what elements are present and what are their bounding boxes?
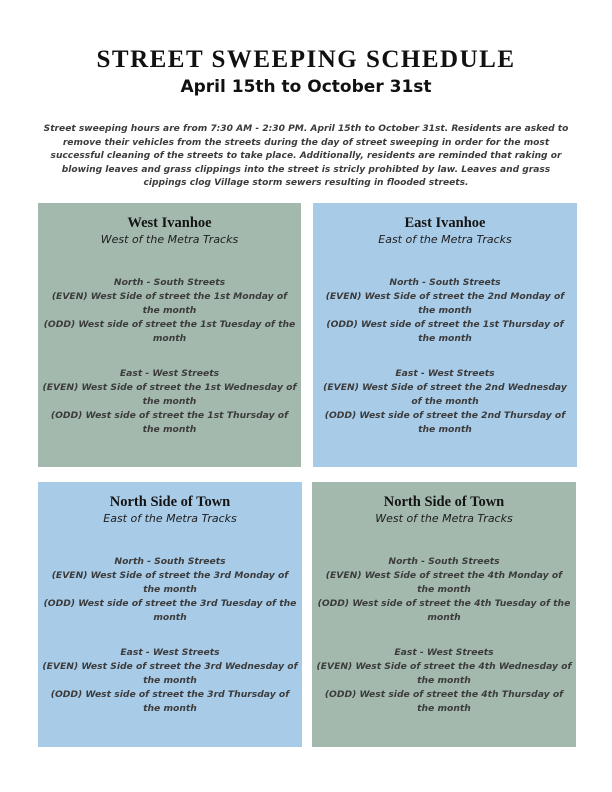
- east-west-even: (EVEN) West Side of street the 4th Wednesday of the month: [316, 661, 572, 686]
- east-west-even: (EVEN) West Side of street the 1st Wednesday of the month: [42, 382, 297, 407]
- east-west-odd: (ODD) West side of street the 2nd Thursday of the month: [324, 410, 566, 435]
- east-west-heading: East - West Streets: [120, 647, 220, 658]
- east-west-even: (EVEN) West Side of street the 3rd Wednesday of the month: [42, 661, 298, 686]
- east-west-odd: (ODD) West side of street the 4th Thursday of the month: [324, 689, 564, 714]
- north-south-even: (EVEN) West Side of street the 3rd Monday of the month: [51, 570, 289, 595]
- east-west-heading: East - West Streets: [394, 647, 494, 658]
- card-subtitle: East of the Metra Tracks: [103, 512, 237, 525]
- schedule-card-east-ivanhoe: [313, 203, 577, 467]
- north-south-odd: (ODD) West side of street the 1st Thursday of the month: [326, 319, 564, 344]
- north-south-heading: North - South Streets: [114, 556, 226, 567]
- north-south-heading: North - South Streets: [388, 556, 500, 567]
- schedule-card-west-ivanhoe: [38, 203, 301, 467]
- intro-paragraph: Street sweeping hours are from 7:30 AM - 2:30 PM. April 15th to October 31st. Residents are asked to remove their vehicles from the streets during the day of street sweeping in order for the most successful cleaning of the streets to take place. Additionally, residents are reminded that raking or blowing leaves and grass clippings into the street is stricly prohibted by law. Leaves and grass cippings clog Village storm sewers resulting in flooded streets.: [43, 124, 569, 188]
- north-south-odd: (ODD) West side of street the 3rd Tuesday of the month: [43, 598, 297, 623]
- north-south-even: (EVEN) West Side of street the 4th Monday of the month: [325, 570, 563, 595]
- east-west-heading: East - West Streets: [119, 368, 220, 379]
- card-title: North Side of Town: [109, 494, 231, 510]
- card-title: East Ivanhoe: [404, 215, 486, 231]
- north-south-heading: North - South Streets: [389, 277, 501, 288]
- east-west-odd: (ODD) West side of street the 1st Thursday of the month: [50, 410, 289, 435]
- north-south-even: (EVEN) West Side of street the 1st Monday of the month: [51, 291, 288, 316]
- east-west-odd: (ODD) West side of street the 3rd Thursday of the month: [50, 689, 290, 714]
- card-subtitle: East of the Metra Tracks: [378, 233, 512, 246]
- north-south-odd: (ODD) West side of street the 4th Tuesday of the month: [317, 598, 571, 623]
- schedule-card-north-side-east: [38, 482, 302, 747]
- card-subtitle: West of the Metra Tracks: [100, 233, 239, 246]
- east-west-even: (EVEN) West Side of street the 2nd Wednesday of the month: [323, 382, 567, 407]
- schedule-card-north-side-west: [312, 482, 576, 747]
- north-south-heading: North - South Streets: [113, 277, 226, 288]
- north-south-even: (EVEN) West Side of street the 2nd Monday of the month: [325, 291, 565, 316]
- card-title: North Side of Town: [383, 494, 505, 510]
- east-west-heading: East - West Streets: [395, 368, 495, 379]
- card-subtitle: West of the Metra Tracks: [375, 512, 513, 525]
- north-south-odd: (ODD) West side of street the 1st Tuesday of the month: [43, 319, 296, 344]
- page-title: STREET SWEEPING SCHEDULE: [96, 46, 516, 73]
- page-subtitle: April 15th to October 31st: [180, 77, 432, 97]
- card-title: West Ivanhoe: [127, 215, 212, 231]
